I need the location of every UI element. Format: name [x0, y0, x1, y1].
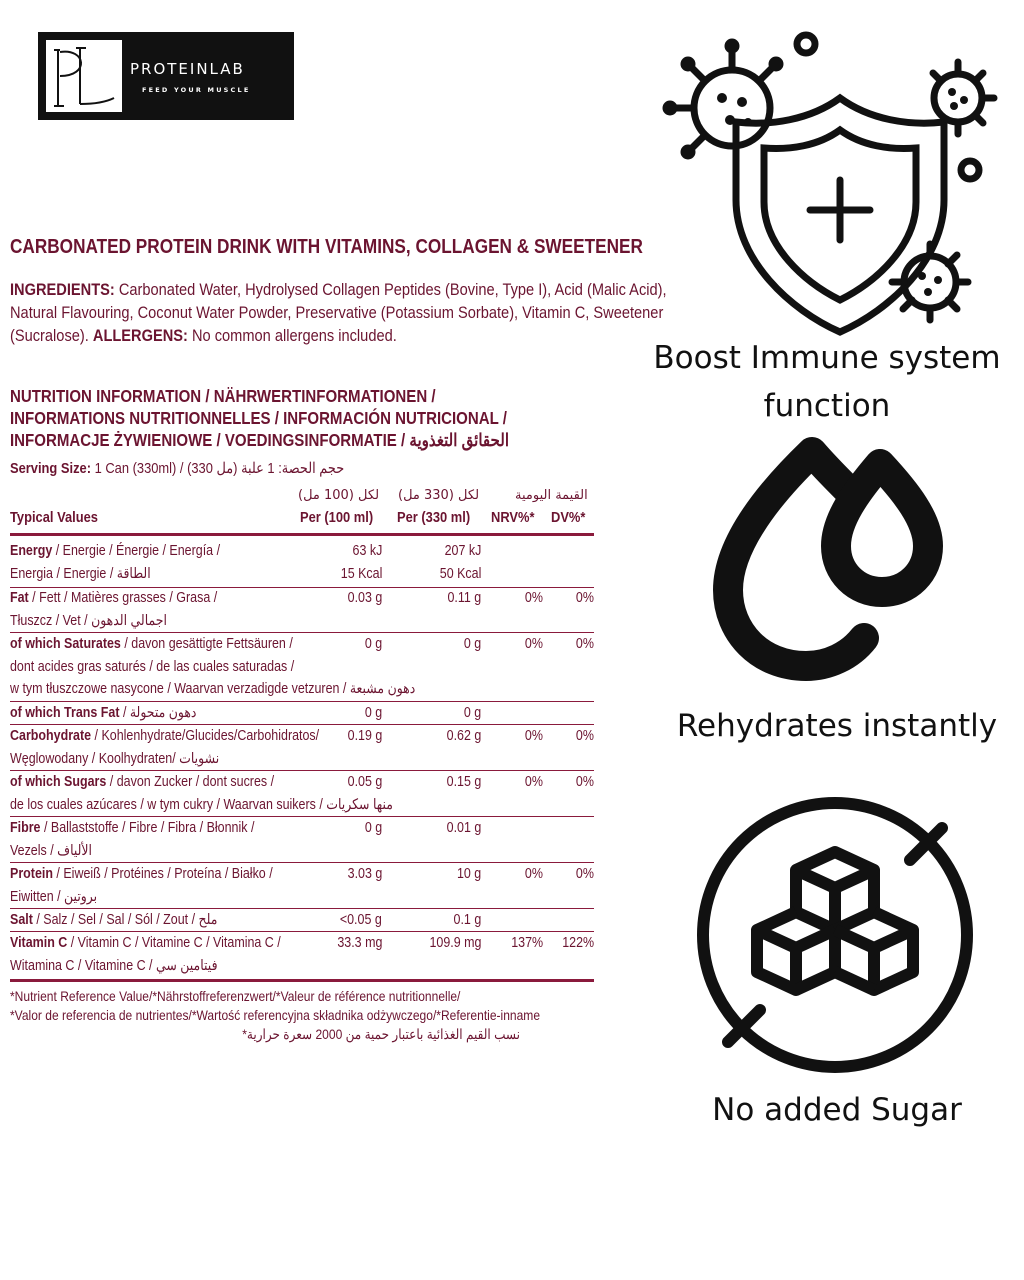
nutrition-heading-line-1: NUTRITION INFORMATION / NÄHRWERTINFORMATIONEN / — [10, 386, 436, 406]
vitamin-c-nrv: 137% — [511, 935, 543, 951]
brand-logo — [38, 32, 294, 120]
table-row-label-protein: Protein / Eiweiß / Protéines / Proteína / Białko / Eiwitten / بروتين — [10, 866, 273, 905]
col-100-header: Per (100 ml) — [300, 509, 374, 526]
table-row-label-vitamin-c: Vitamin C / Vitamin C / Vitamine C / Vitamina C / Witamina C / Vitamine C / فيتامين سي — [10, 935, 281, 974]
allergens-label: ALLERGENS: — [92, 326, 188, 345]
col-100-arabic: لكل (100 مل) — [298, 488, 380, 503]
protein-dv: 0% — [575, 866, 594, 882]
salt-per-100: <0.05 g — [340, 912, 382, 928]
serving-size — [10, 459, 344, 477]
water-drop-icon — [700, 430, 960, 690]
table-row-label-carbohydrate: Carbohydrate / Kohlenhydrate/Glucides/Carbohidratos/ Węglowodany / Koolhydraten/ نشويات — [10, 728, 320, 767]
header-typical-values: Typical Values — [10, 509, 98, 526]
logo-tagline: FEED YOUR MUSCLE — [142, 86, 251, 94]
sugars-dv: 0% — [575, 774, 594, 790]
footnote-line-1: *Nutrient Reference Value/*Nährstoffreferenzwert/*Valeur de référence nutritionnelle/ — [10, 988, 461, 1004]
nutrition-heading-line-2: INFORMATIONS NUTRITIONNELLES / INFORMACIÓN NUTRICIONAL / — [10, 408, 507, 428]
fibre-per-330: 0.01 g — [446, 820, 481, 836]
fibre-per-100: 0 g — [364, 820, 382, 836]
logo-name: PROTEINLAB — [130, 60, 245, 78]
carbohydrate-per-330: 0.62 g — [446, 728, 481, 744]
saturates-per-100: 0 g — [364, 636, 382, 652]
carbohydrate-per-100: 0.19 g — [347, 728, 382, 744]
table-row-label-fibre: Fibre / Ballaststoffe / Fibre / Fibra / Błonnik / Vezels / الألياف — [10, 820, 255, 859]
col-dv-header: DV%* — [551, 509, 586, 526]
table-row-label-trans-fat: of which Trans Fat / دهون متحولة — [10, 705, 197, 721]
footnote-line-3: *نسب القيم الغذائية باعتبار حمية من 2000 سعرة حرارية — [242, 1026, 521, 1042]
serving-label: Serving Size: — [10, 460, 92, 477]
serving-text: 1 Can (330ml) / (330 مل) حجم الحصة: 1 علبة — [94, 460, 345, 477]
carbohydrate-nrv: 0% — [524, 728, 543, 744]
energy-per-100: 63 kJ 15 Kcal — [340, 543, 382, 582]
ingredients-block — [10, 278, 698, 347]
logo-monogram — [46, 40, 122, 112]
protein-per-330: 10 g — [456, 866, 481, 882]
table-row-label-salt: Salt / Salz / Sel / Sal / Sól / Zout / ملح — [10, 912, 218, 928]
sugars-nrv: 0% — [524, 774, 543, 790]
saturates-per-330: 0 g — [463, 636, 481, 652]
sugars-per-100: 0.05 g — [347, 774, 382, 790]
no-sugar-icon — [690, 790, 980, 1080]
protein-nrv: 0% — [524, 866, 543, 882]
saturates-nrv: 0% — [524, 636, 543, 652]
shield-virus-icon — [660, 30, 1000, 350]
table-row-label-fat: Fat / Fett / Matières grasses / Grasa / Tłuszcz / Vet / اجمالي الدهون — [10, 590, 218, 629]
feature-rehydrate-caption: Rehydrates instantly — [676, 708, 998, 744]
sugars-per-330: 0.15 g — [446, 774, 481, 790]
vitamin-c-dv: 122% — [562, 935, 594, 951]
protein-per-100: 3.03 g — [347, 866, 382, 882]
saturates-dv: 0% — [575, 636, 594, 652]
vitamin-c-per-100: 33.3 mg — [336, 935, 382, 951]
table-header-rule — [10, 533, 594, 536]
salt-per-330: 0.1 g — [453, 912, 481, 928]
fat-per-330: 0.11 g — [447, 590, 481, 606]
nutrition-heading-line-3: INFORMACJE ŻYWIENIOWE / VOEDINGSINFORMATIE / الحقائق التغذوية — [10, 430, 510, 450]
ingredients-label: INGREDIENTS: — [10, 280, 115, 299]
col-330-arabic: لكل (330 مل) — [398, 488, 480, 503]
fat-per-100: 0.03 g — [347, 590, 382, 606]
fat-dv: 0% — [575, 590, 594, 606]
feature-sugar-caption: No added Sugar — [712, 1092, 962, 1128]
trans-fat-per-100: 0 g — [364, 705, 382, 721]
footnote-line-2: *Valor de referencia de nutrientes/*Wartość referencyjna składnika odżywczego/*Referentie-inname — [10, 1007, 541, 1023]
table-row-label-energy: Energy / Energie / Énergie / Energía / Energia / Energie / الطاقة — [10, 543, 221, 582]
table-bottom-rule — [10, 979, 594, 982]
feature-immune-caption: Boost Immune system function — [653, 340, 1001, 424]
product-title: CARBONATED PROTEIN DRINK WITH VITAMINS, COLLAGEN & SWEETENER — [10, 236, 643, 258]
ingredients-text: Carbonated Water, Hydrolysed Collagen Peptides (Bovine, Type I), Acid (Malic Acid), Natural Flavouring, Coconut Water Powder, Preservative (Potassium Sorbate), Vitamin C, Sweetener (Sucralose). — [10, 280, 667, 345]
col-330-header: Per (330 ml) — [397, 509, 471, 526]
energy-per-330: 207 kJ 50 Kcal — [439, 543, 481, 582]
table-row-label-saturates: of which Saturates / davon gesättigte Fettsäuren / dont acides gras saturés / de las cuales saturadas / w tym tłuszczowe nasycone / Waarvan verzadigde vetzuren / دهون مشبعة — [10, 636, 416, 697]
carbohydrate-dv: 0% — [575, 728, 594, 744]
footnote — [10, 987, 540, 1044]
allergens-text: No common allergens included. — [191, 326, 397, 345]
fat-nrv: 0% — [524, 590, 543, 606]
col-nrv-arabic: القيمة اليومية — [515, 488, 588, 503]
nutrition-heading — [10, 385, 509, 451]
vitamin-c-per-330: 109.9 mg — [428, 935, 481, 951]
trans-fat-per-330: 0 g — [463, 705, 481, 721]
col-nrv-header: NRV%* — [491, 509, 535, 526]
table-row-label-sugars: of which Sugars / davon Zucker / dont sucres / de los cuales azúcares / w tym cukry / Waarvan suikers / منها سكريات — [10, 774, 393, 813]
